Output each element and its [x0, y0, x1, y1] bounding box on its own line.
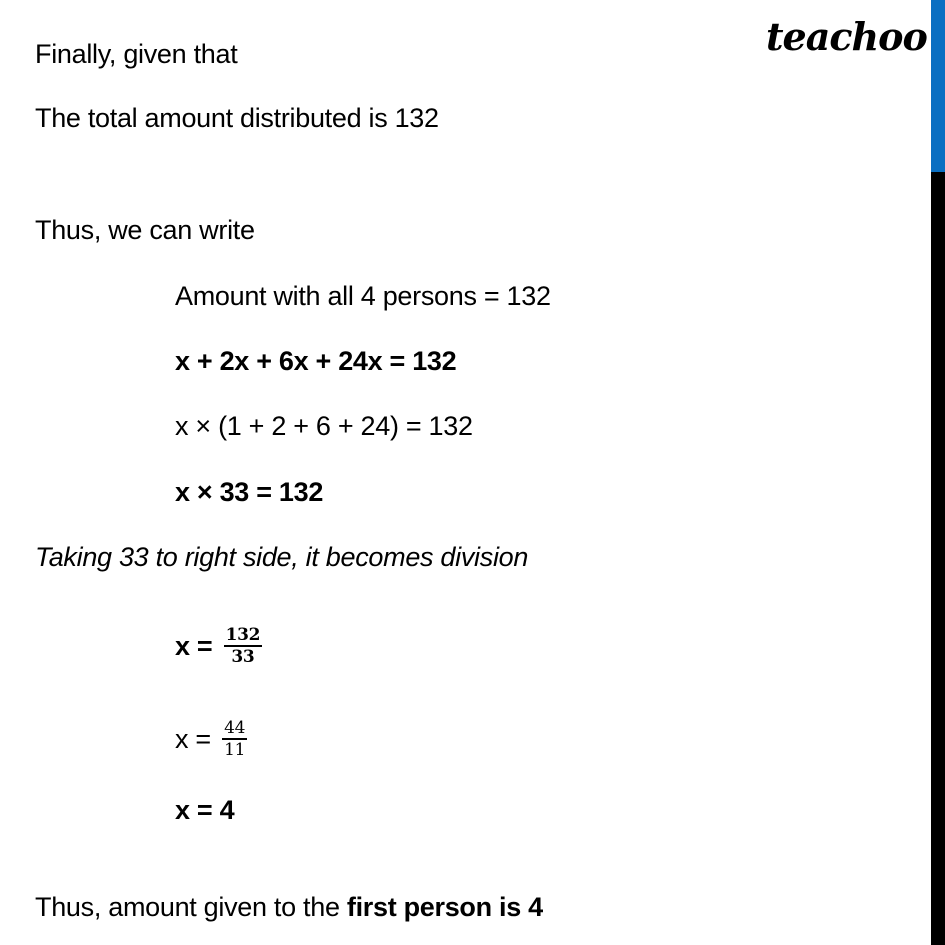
equation-sum: x + 2x + 6x + 24x = 132 — [175, 346, 457, 376]
numerator: 132 — [225, 625, 261, 645]
fraction — [224, 625, 263, 667]
thus-write-text: Thus, we can write — [35, 215, 255, 245]
given-total-text: The total amount distributed is 132 — [35, 103, 439, 133]
equation-amount-all: Amount with all 4 persons = 132 — [175, 281, 551, 311]
conclusion-bold: first person is 4 — [346, 892, 543, 922]
side-accent-bar-blue — [931, 0, 945, 172]
equation-prefix: x = — [175, 723, 219, 754]
teachoo-logo: teachoo — [766, 14, 927, 59]
side-accent-bar-black — [931, 172, 945, 945]
equation-prefix: x = — [175, 631, 220, 662]
conclusion-plain: Thus, amount given to the — [35, 892, 347, 922]
denominator: 33 — [231, 647, 255, 667]
equation-factored: x × (1 + 2 + 6 + 24) = 132 — [175, 411, 473, 441]
fraction — [222, 718, 247, 760]
intro-text: Finally, given that — [35, 39, 238, 69]
equation-result: x = 4 — [175, 795, 235, 825]
equation-x-times-33: x × 33 = 132 — [175, 477, 324, 507]
conclusion-text — [35, 891, 543, 923]
equation-fraction-44-11 — [175, 720, 247, 762]
equation-fraction-132-33 — [175, 627, 262, 669]
division-note: Taking 33 to right side, it becomes division — [35, 542, 529, 572]
denominator: 11 — [224, 739, 246, 760]
numerator: 44 — [224, 718, 246, 738]
